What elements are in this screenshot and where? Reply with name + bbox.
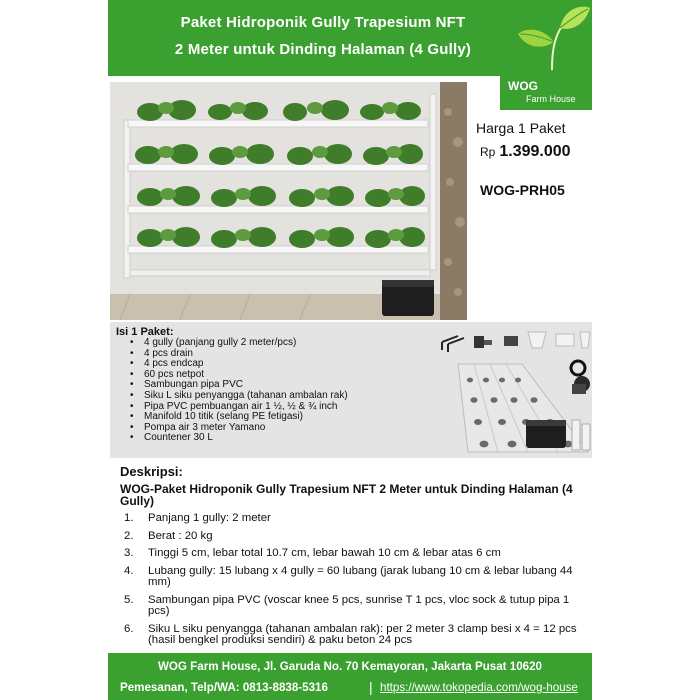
package-parts-image (350, 324, 592, 456)
footer-contact: Pemesanan, Telp/WA: 0813-8838-5316 (120, 681, 328, 694)
description-list (120, 513, 580, 647)
store-link[interactable]: https://www.tokopedia.com/wog-house (380, 681, 578, 694)
title-line-1: Paket Hidroponik Gully Trapesium NFT (180, 14, 466, 31)
list-item: 5. Sambungan pipa PVC (voscar knee 5 pcs, sunrise T 1 pcs, vloc sock & tutup pipa 1 pcs) (124, 593, 570, 617)
header-banner (108, 0, 592, 76)
list-item: • Siku L siku penyangga (tahanan ambalan rak) (130, 389, 348, 401)
list-item: • Countener 30 L (130, 432, 213, 444)
package-list (116, 338, 348, 444)
logo-subtitle: Farm House (526, 94, 576, 104)
price (480, 143, 571, 161)
list-item: • Pipa PVC pembuangan air 1 ½, ½ & ¾ inch (130, 400, 338, 412)
hydroponic-wall-photo (110, 82, 467, 320)
list-item: • 4 gully (panjang gully 2 meter/pcs) (130, 337, 297, 348)
list-item: • 60 pcs netpot (130, 368, 205, 380)
pump-icon (572, 376, 590, 394)
list-item: 2. Berat : 20 kg (124, 529, 213, 542)
list-item: • Manifold 10 titik (selang PE fetigasi) (130, 411, 303, 423)
list-item: • 4 pcs drain (130, 347, 193, 359)
container-icon (526, 420, 566, 448)
list-item: • Pompa air 3 meter Yamano (130, 421, 266, 433)
leaf-icon (512, 2, 592, 72)
hose-icon (571, 361, 585, 375)
list-item: 1. Panjang 1 gully: 2 meter (124, 512, 271, 524)
bracket-icon (442, 336, 464, 352)
list-item: • Sambungan pipa PVC (130, 379, 243, 391)
footer-separator: | (369, 679, 373, 695)
package-contents (110, 322, 592, 458)
gully-channels-icon (458, 364, 588, 452)
price-label: Harga 1 Paket (476, 120, 566, 136)
description-heading: Deskripsi: (120, 464, 183, 479)
footer (108, 653, 592, 700)
pipe-fittings-icon (474, 336, 518, 348)
endcap-icon (528, 332, 590, 348)
list-item: 3. Tinggi 5 cm, lebar total 10.7 cm, lebar bawah 10 cm & lebar atas 6 cm (124, 547, 501, 559)
logo-brand: WOG (508, 79, 538, 93)
product-code: WOG-PRH05 (480, 182, 565, 198)
product-card (108, 0, 592, 700)
description-subtitle: WOG-Paket Hidroponik Gully Trapesium NFT 2 Meter untuk Dinding Halaman (4 Gully) (120, 482, 573, 508)
footer-address: WOG Farm House, Jl. Garuda No. 70 Kemayoran, Jakarta Pusat 10620 (157, 660, 543, 673)
list-item: 4. Lubang gully: 15 lubang x 4 gully = 60 lubang (jarak lubang 10 cm & lebar lubang 44 mm) (124, 564, 573, 588)
product-photo (110, 82, 467, 320)
title-line-2: 2 Meter untuk Dinding Halaman (4 Gully) (174, 41, 472, 58)
price-amount: 1.399.000 (499, 143, 571, 160)
brand-logo (500, 76, 592, 110)
description (120, 464, 580, 653)
price-currency: Rp (480, 145, 496, 159)
list-item: 6. Siku L siku penyangga (tahanan ambalan rak): per 2 meter 3 clamp besi x 4 = 12 pcs (hasil bengkel produksi sendiri) & paku beton 24 pcs (124, 622, 577, 646)
package-title: Isi 1 Paket: (116, 326, 174, 338)
list-item: • 4 pcs endcap (130, 358, 204, 370)
